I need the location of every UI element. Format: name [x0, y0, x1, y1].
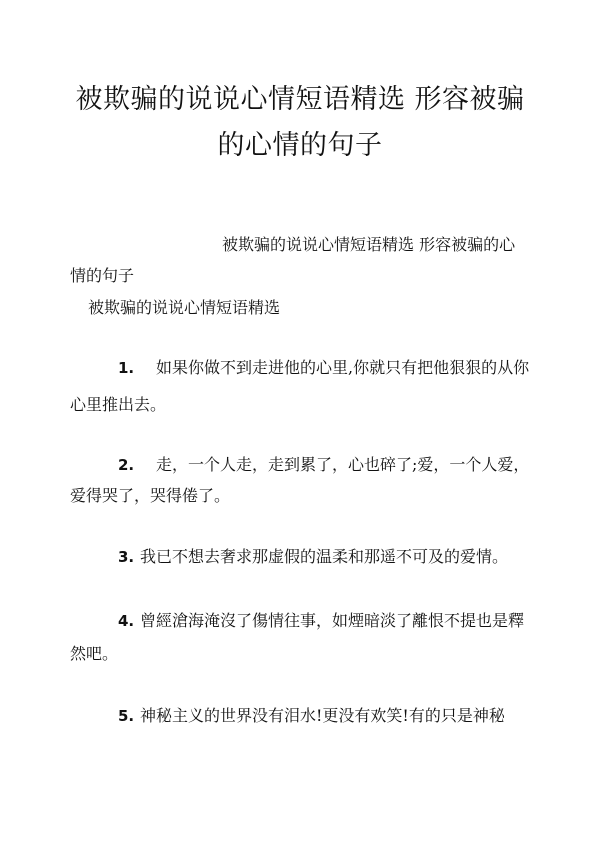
document-title-line-2: 的心情的句子: [217, 130, 383, 161]
item-5-number: 5.: [118, 707, 135, 725]
subheading: 被欺骗的说说心情短语精选: [88, 298, 281, 317]
intro-line-2: 情的句子: [70, 266, 135, 285]
item-2-line-2: 爱得哭了，哭得倦了。: [70, 486, 231, 505]
intro-line-1: 被欺骗的说说心情短语精选 形容被骗的心: [222, 235, 516, 254]
item-1-line-2: 心里推出去。: [70, 395, 167, 414]
item-2-line-1: 走，一个人走，走到累了，心也碎了;爱，一个人爱，: [156, 455, 530, 474]
item-1-number: 1.: [118, 359, 135, 377]
item-3-number: 3.: [118, 548, 135, 566]
document-title-line-1: 被欺骗的说说心情短语精选 形容被骗: [75, 84, 525, 115]
item-5-line-1: 神秘主义的世界没有泪水!更没有欢笑!有的只是神秘: [140, 706, 505, 725]
item-2-number: 2.: [118, 456, 135, 474]
item-4-line-2: 然吧。: [70, 644, 119, 663]
item-4-number: 4.: [118, 612, 135, 630]
item-1-line-1: 如果你做不到走进他的心里,你就只有把他狠狠的从你: [156, 358, 530, 377]
item-4-line-1: 曾經滄海淹沒了傷情往事，如煙暗淡了離恨不提也是釋: [140, 611, 525, 630]
item-3-line-1: 我已不想去奢求那虚假的温柔和那遥不可及的爱情。: [140, 547, 509, 566]
